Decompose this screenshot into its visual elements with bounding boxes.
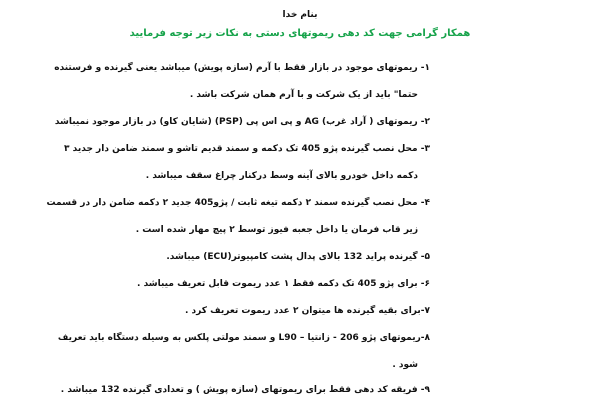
item-4-line-2: زیر قاب فرمان یا داخل جعبه فیوز توسط ۲ پیچ مهار شده است . bbox=[135, 225, 418, 235]
item-3-line-2: دکمه داخل خودرو بالای آینه وسط درکنار چراغ سقف میباشد . bbox=[145, 171, 418, 181]
item-9-line-1: ۹- فریقه کد دهی فقط برای ریموتهای (سازه پویش ) و تعدادی گیرنده 132 میباشد . bbox=[60, 385, 430, 395]
item-3-line-1: ۳- محل نصب گیرنده پژو 405 تک دکمه و سمند قدیم تاشو و سمند ضامن دار جدید ۳ bbox=[64, 144, 430, 154]
item-1-line-2: حتما" باید از یک شرکت و با آرم همان شرکت باشد . bbox=[189, 90, 418, 100]
item-6-line-1: ۶- برای پژو 405 تک دکمه فقط ۱ عدد ریموت قابل تعریف میباشد . bbox=[137, 279, 430, 289]
item-4-line-1: ۴- محل نصب گیرنده سمند ۲ دکمه تیغه ثابت / پژو405 جدید ۲ دکمه ضامن دار در قسمت bbox=[46, 198, 430, 208]
item-8-line-2: شود . bbox=[392, 360, 418, 370]
bismillah-heading: بنام خدا bbox=[282, 10, 318, 20]
item-1-line-1: ۱- ریموتهای موجود در بازار فقط با آرم (سازه پویش) میباشد یعنی گیرنده و فرستنده bbox=[54, 63, 430, 73]
item-5-line-1: ۵- گیرنده پراید 132 بالای پدال پشت کامپیوتر(ECU) میباشد. bbox=[166, 252, 430, 262]
item-8-line-1: ۸-ریموتهای پژو 206 - زانتیا – L90 و سمند مولتی پلکس به وسیله دستگاه باید تعریف bbox=[57, 333, 430, 343]
item-7-line-1: ۷-برای بقیه گیرنده ها میتوان ۲ عدد ریموت تعریف کرد . bbox=[184, 306, 430, 316]
document-subtitle: همکار گرامی جهت کد دهی ریموتهای دستی به نکات زیر توجه فرمایید bbox=[129, 28, 471, 39]
item-2-line-1: ۲- ریموتهای ( آراد غرب) AG و پی اس پی (PSP) (شایان کاو) در بازار موجود نمیباشد bbox=[54, 117, 430, 127]
